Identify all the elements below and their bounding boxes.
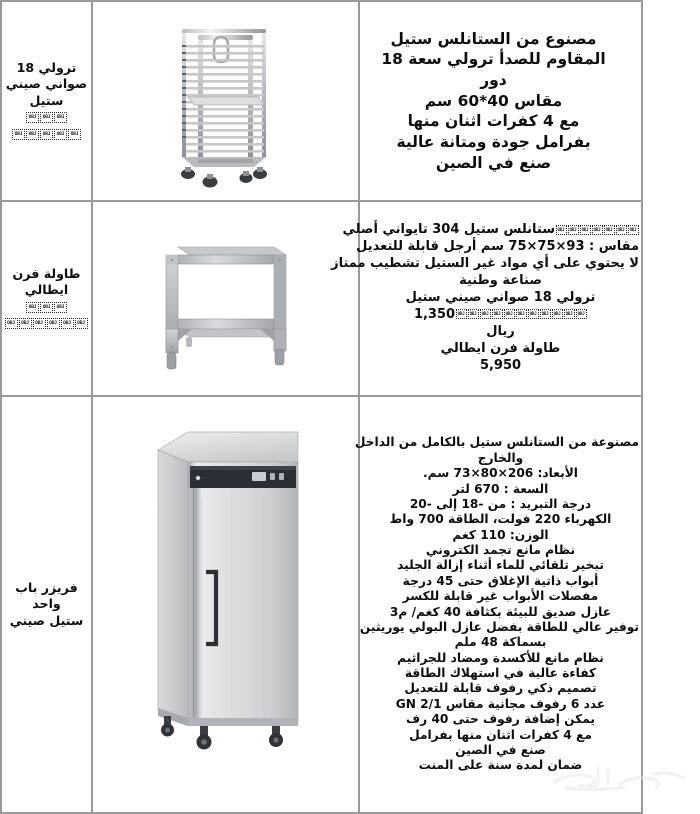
description-line-with-objects — [342, 222, 639, 239]
description-line: المقاوم للصدأ ترولي سعة 18 — [381, 50, 606, 69]
object-replacement-glyph: OBJ — [604, 225, 615, 235]
object-replacement-glyph: OBJ — [61, 318, 74, 329]
object-replacement-run — [4, 318, 88, 329]
object-replacement-glyph: OBJ — [540, 309, 551, 319]
object-replacement-glyph: OBJ — [33, 318, 46, 329]
description-line: طاولة فرن ايطالي — [440, 340, 561, 356]
currency-label: ريال — [486, 323, 515, 339]
object-replacement-glyph: OBJ — [40, 112, 53, 123]
object-replacement-glyph: OBJ — [40, 302, 53, 313]
freezer-illustration — [136, 420, 316, 790]
description-line: صنع في الصين — [455, 742, 546, 757]
description-line: مقاس 40*60 سم — [424, 91, 563, 110]
description-line: لا يحتوي على أي مواد غير الستيل تشطيب ممتاز — [331, 256, 639, 272]
product-title-line: طاولة فرن — [12, 265, 81, 281]
description-text-row2 — [331, 222, 641, 374]
product-image-trolley — [93, 11, 358, 191]
product-image-oven-stand — [93, 219, 358, 379]
product-title-cell-row3 — [1, 396, 92, 813]
product-title-line: ستيل — [29, 92, 64, 108]
price-line-with-objects — [362, 307, 639, 324]
object-replacement-glyph: OBJ — [26, 129, 39, 140]
object-replacement-glyph: OBJ — [75, 318, 88, 329]
description-line: أبواب ذاتية الإغلاق حتى 45 درجة — [402, 573, 599, 588]
object-replacement-glyph: OBJ — [516, 309, 527, 319]
object-replacement-glyph: OBJ — [580, 225, 591, 235]
object-replacement-glyph: OBJ — [568, 225, 579, 235]
description-line: صنع في الصين — [435, 153, 552, 172]
description-line: مع 4 كفرات اثنان منها — [407, 112, 580, 131]
object-replacement-glyph: OBJ — [47, 318, 60, 329]
price-value: 5,950 — [479, 357, 522, 373]
product-title-row1 — [2, 60, 91, 142]
description-line: ترولي 18 صواني صيني ستيل — [405, 290, 596, 306]
object-replacement-glyph: OBJ — [12, 129, 25, 140]
product-title-line: صواني صيني — [5, 76, 88, 92]
description-line: توفير عالي للطاقة بفضل عازل البولي يوريثين — [359, 619, 639, 634]
description-line: كفاءة عالية في استهلاك الطاقة — [404, 666, 597, 680]
description-line: تبخير تلقائي للماء أثناء إزالة الجليد — [397, 558, 604, 573]
tray-trolley-illustration — [126, 11, 326, 191]
description-line: صناعة وطنية — [459, 273, 542, 289]
product-title-row3 — [2, 580, 91, 629]
description-line: الكهرباء 220 فولت، الطاقة 700 واط — [389, 512, 612, 527]
description-line: بسماكة 48 ملم — [454, 635, 547, 650]
object-replacement-glyph: OBJ — [564, 309, 575, 319]
object-replacement-glyph: OBJ — [556, 225, 567, 235]
description-line: ستانلس ستيل 304 تايواني أصلي — [342, 222, 555, 238]
table-row — [1, 201, 642, 396]
product-title-row2 — [2, 266, 91, 331]
product-title-line: ستيل صيني — [9, 612, 84, 628]
object-replacement-run — [26, 302, 68, 313]
description-line: والخارج — [477, 450, 524, 465]
product-title-cell-row1 — [1, 1, 92, 201]
product-image-cell-row2 — [92, 201, 359, 396]
description-line: نظام مانع تجمد الكتروني — [425, 543, 576, 557]
description-line: الأبعاد: 206×80×73 سم. — [423, 466, 578, 481]
description-cell-row1 — [359, 1, 642, 201]
object-replacement-run — [12, 129, 82, 140]
object-replacement-glyph: OBJ — [480, 309, 491, 319]
object-replacement-glyph: OBJ — [468, 309, 479, 319]
table-row — [1, 396, 642, 813]
object-replacement-glyph: OBJ — [616, 225, 627, 235]
description-line: مقاس : 93×75×75 سم أرجل قابلة للتعديل — [356, 239, 639, 255]
object-replacement-glyph: OBJ — [19, 318, 32, 329]
description-line: ضمان لمدة سنة على المنت — [418, 758, 583, 773]
product-image-cell-row1 — [92, 1, 359, 201]
description-cell-row3 — [354, 396, 642, 813]
object-replacement-glyph: OBJ — [492, 309, 503, 319]
description-line: نظام مانع للأكسدة ومضاد للجراثيم — [397, 650, 604, 665]
object-replacement-glyph: OBJ — [40, 129, 53, 140]
object-replacement-glyph: OBJ — [528, 309, 539, 319]
object-replacement-glyph: OBJ — [504, 309, 515, 319]
object-replacement-glyph: OBJ — [26, 112, 39, 123]
description-cell-row2 — [331, 201, 642, 396]
table-row — [1, 1, 642, 201]
product-title-line: ايطالي — [24, 282, 69, 298]
object-replacement-glyph: OBJ — [54, 302, 67, 313]
object-replacement-glyph: OBJ — [54, 112, 67, 123]
object-replacement-glyph: OBJ — [592, 225, 603, 235]
product-title-cell-row2 — [1, 201, 92, 396]
description-line: تصميم ذكي رفوف قابلة للتعديل — [404, 681, 597, 696]
description-text-row3 — [354, 435, 641, 773]
object-replacement-glyph: OBJ — [456, 309, 467, 319]
object-replacement-run — [26, 112, 68, 123]
description-line: عدد 6 رفوف مجانية مقاس GN 2/1 — [395, 696, 606, 711]
object-replacement-glyph: OBJ — [68, 129, 81, 140]
object-replacement-glyph: OBJ — [552, 309, 563, 319]
object-replacement-glyph: OBJ — [576, 309, 587, 319]
description-line: درجة التبريد : من -18 إلى -20 — [409, 496, 592, 511]
object-replacement-glyph: OBJ — [26, 302, 39, 313]
description-line: مصنوعة من الستانلس ستيل بالكامل من الداخل — [354, 435, 639, 450]
description-line: مع 4 كفرات اثنان منها بفرامل — [409, 727, 592, 742]
description-line: مفصلات الأبواب غير قابلة للكسر — [402, 589, 599, 604]
product-image-freezer — [93, 420, 358, 790]
object-replacement-glyph: OBJ — [628, 225, 639, 235]
description-line: الوزن: 110 كغم — [452, 527, 549, 542]
product-title-line: فريزر باب واحد — [15, 579, 78, 612]
description-line: دور — [480, 71, 507, 90]
object-replacement-run — [455, 309, 587, 319]
oven-stand-illustration — [126, 219, 326, 379]
description-line: يمكن إضافة رفوف حتى 40 رف — [406, 712, 595, 727]
price-value: 1,350 — [413, 306, 456, 322]
object-replacement-glyph: OBJ — [54, 129, 67, 140]
description-line: عازل صديق للبيئة بكثافة 40 كغم/ م3 — [389, 604, 612, 619]
description-line: السعة : 670 لتر — [452, 481, 549, 496]
description-text-row1 — [346, 29, 641, 173]
object-replacement-glyph: OBJ — [5, 318, 18, 329]
product-image-cell-row3 — [92, 396, 359, 813]
product-title-line: ترولي 18 — [16, 60, 77, 76]
description-line: بفرامل جودة ومتانة عالية — [396, 132, 591, 151]
description-line: مصنوع من الستانلس ستيل — [390, 29, 597, 48]
object-replacement-run — [555, 225, 639, 235]
